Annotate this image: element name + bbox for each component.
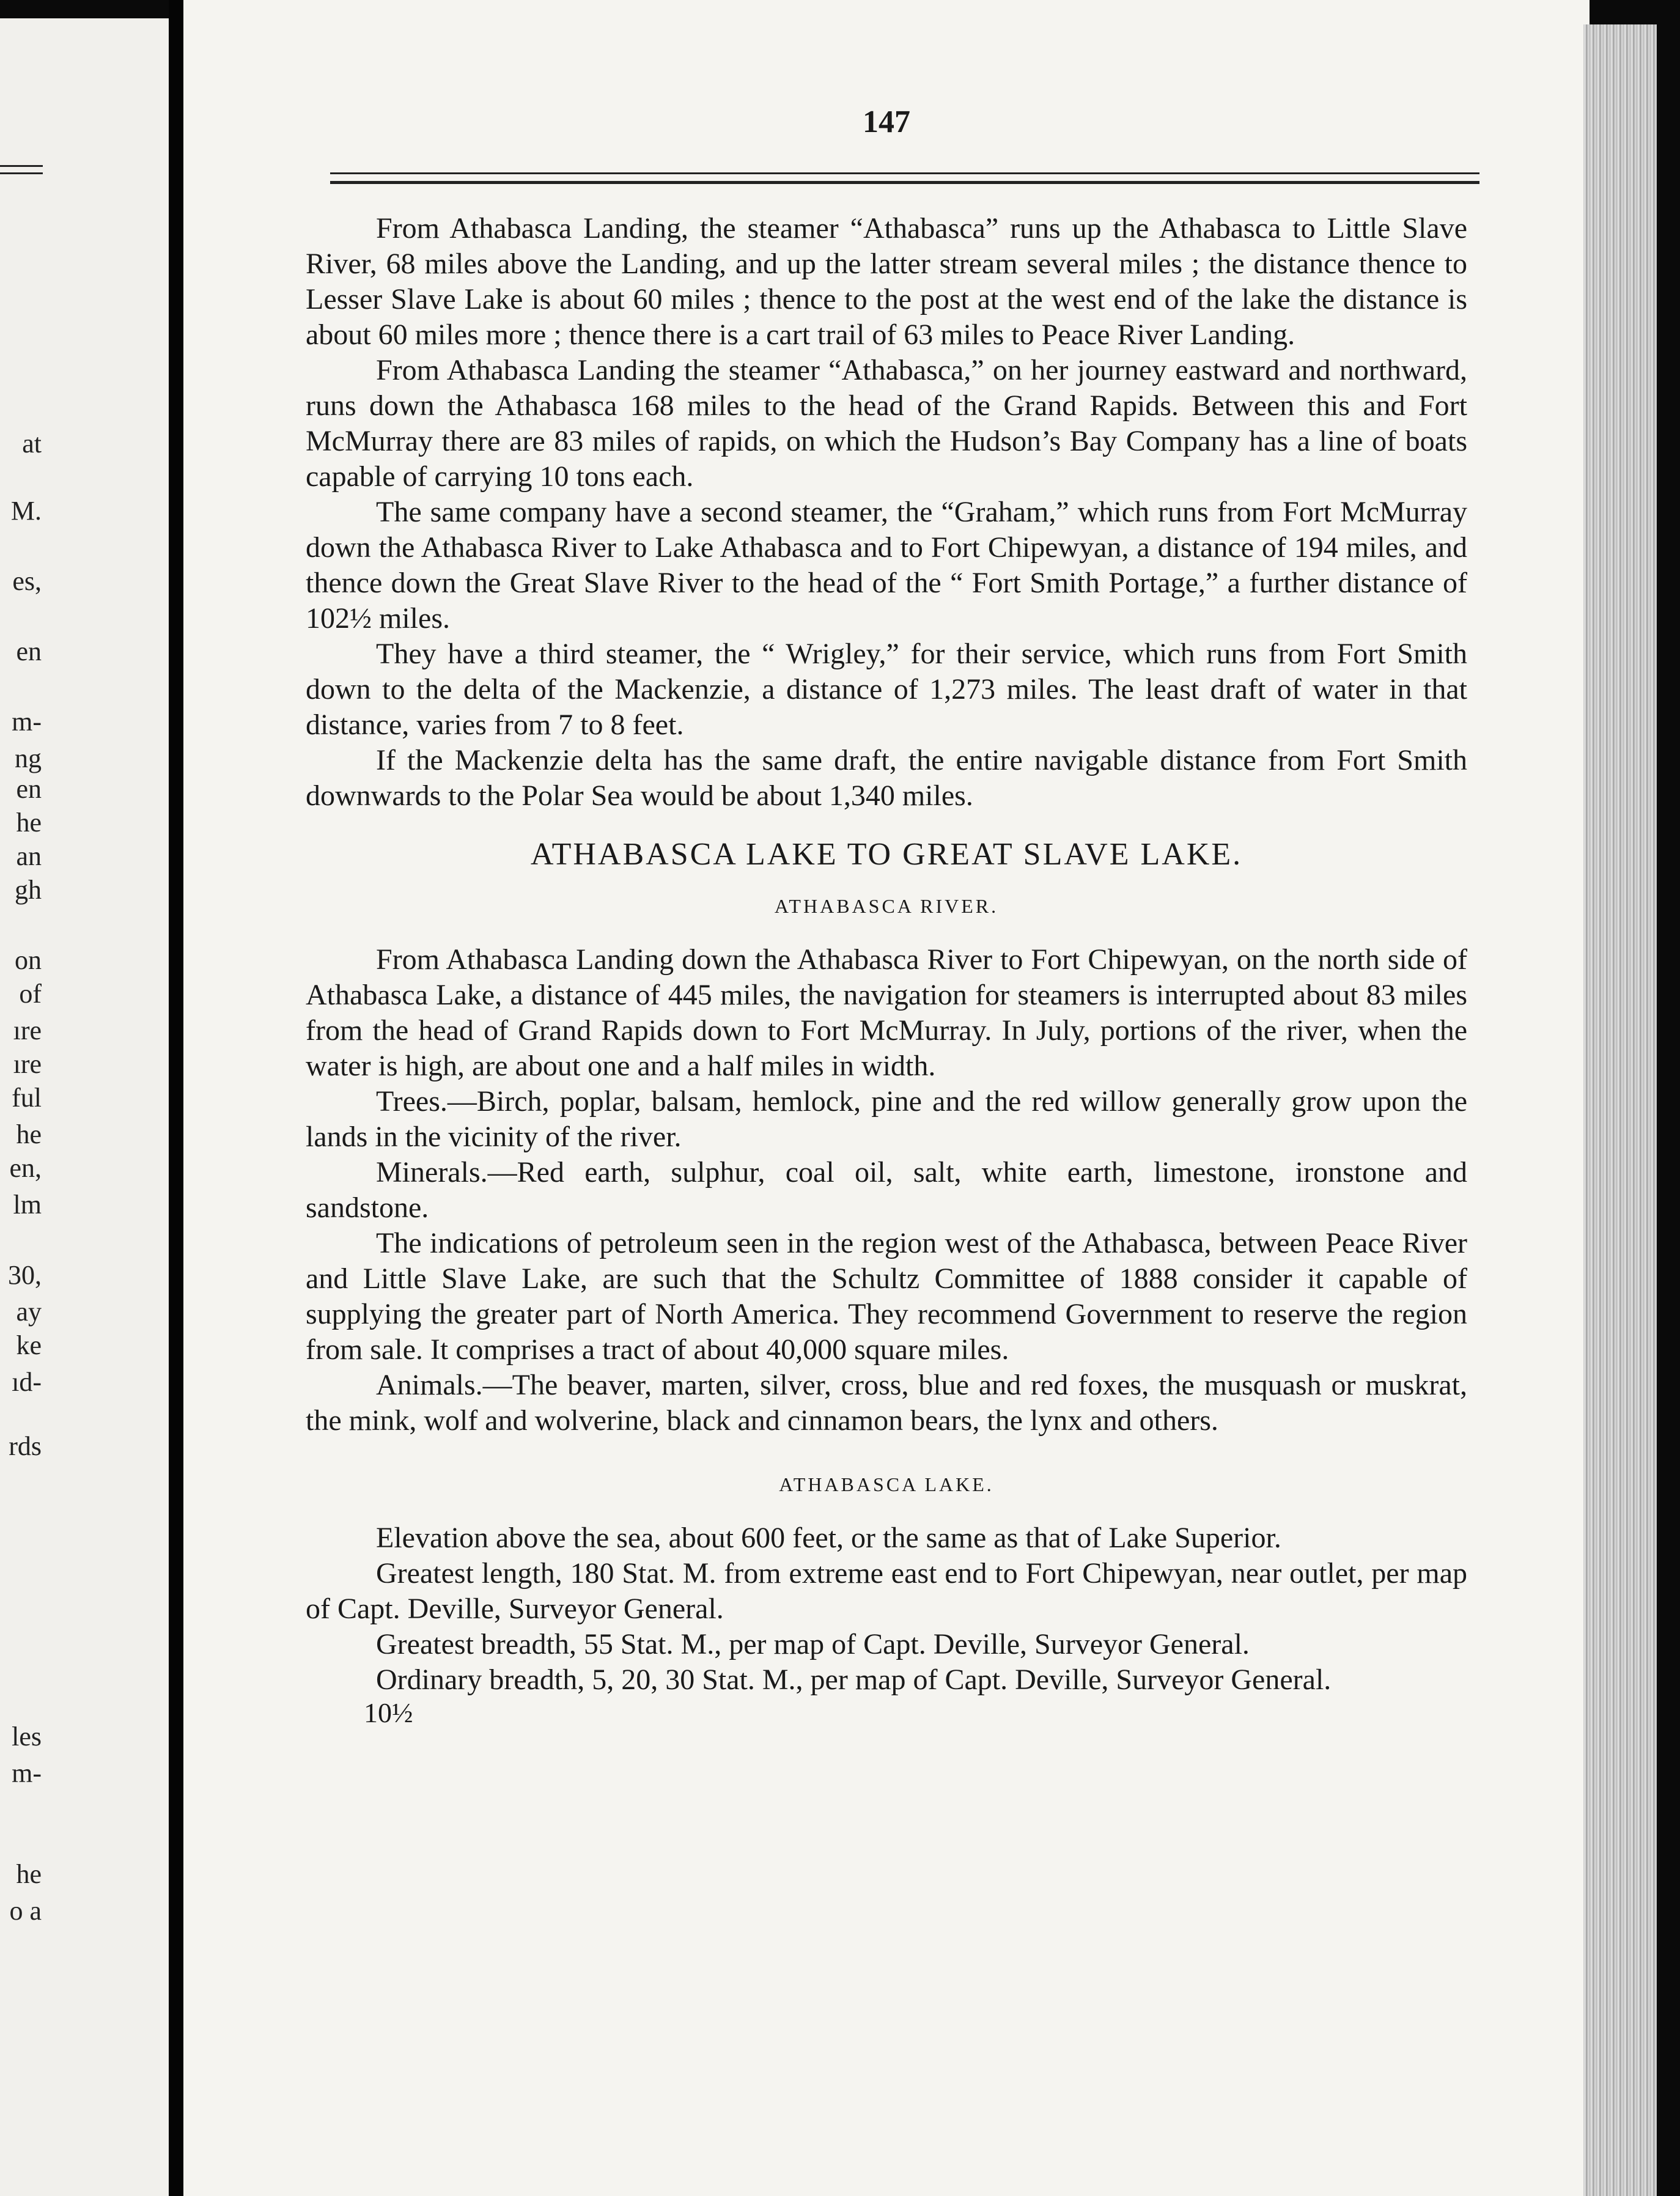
left-page-text-fragments [0,18,169,2196]
paragraph: Trees.—Birch, poplar, balsam, hemlock, pine and the red willow generally grow upon the lands in the vicinity of the river. [306,1085,1467,1153]
paragraph: From Athabasca Landing, the steamer “Athabasca” runs up the Athabasca to Little Slave River, 68 miles above the Landing, and up the latter stream several miles ; the distance thence to Lesser Slave Lake is about 60 miles ; thence to the post at the west end of the lake the distance is about 60 miles more ; thence there is a cart trail of 63 miles to Peace River Landing. [306,212,1467,351]
paragraph: Ordinary breadth, 5, 20, 30 Stat. M., per map of Capt. Deville, Surveyor General. [376,1664,1332,1696]
paragraph: The indications of petroleum seen in the region west of the Athabasca, between Peace River and Little Slave Lake, are such that the Schultz Committee of 1888 consider it capable of supplying the greater part of North America. They recommend Government to reserve the region from sale. It comprises a tract of about 40,000 square miles. [306,1227,1467,1366]
left-page-fragment-text: es, [12,566,42,596]
river-paragraphs [306,942,1467,1439]
lake-paragraphs [306,1520,1467,1698]
left-page-fragment-text: m- [12,1758,42,1788]
left-page-fragment-text: he [16,808,42,838]
left-page-fragment-text: les [12,1722,42,1752]
left-page-fragment-text: gh [15,875,42,905]
left-page-fragment-text: on [15,945,42,975]
left-page-fragment [0,18,169,2196]
header-rule [330,181,1479,184]
intro-paragraphs [306,211,1467,814]
left-page-fragment-text: o a [9,1896,42,1926]
left-page-fragment-text: m- [12,707,42,737]
left-page-fragment-text: he [16,1119,42,1149]
left-page-fragment-text: ıre [13,1015,42,1045]
paragraph: They have a third steamer, the “ Wrigley,” for their service, which runs from Fort Smith down to the delta of the Mackenzie, a distance of 1,273 miles. The least draft of water in that distance, varies from 7 to 8 feet. [306,638,1467,741]
paragraph: Animals.—The beaver, marten, silver, cross, blue and red foxes, the musquash or muskrat, the mink, wolf and wolverine, black and cinnamon bears, the lynx and others. [306,1369,1467,1437]
signature-mark: 10½ [364,1697,413,1728]
section-title: ATHABASCA LAKE TO GREAT SLAVE LAKE. [530,837,1243,872]
paragraph: The same company have a second steamer, the “Graham,” which runs from Fort McMurray down the Athabasca River to Lake Athabasca and to Fort Chipewyan, a distance of 194 miles, and thence down the Great Slave River to the head of the “ Fort Smith Portage,” a further distance of 102½ miles. [306,496,1467,635]
left-page-fragment-text: ay [16,1297,42,1327]
left-page-fragment-text: ıd- [12,1367,42,1397]
left-page-fragment-text: en [16,774,42,804]
paragraph: From Athabasca Landing the steamer “Athabasca,” on her journey eastward and northward, runs down the Athabasca 168 miles to the head of the Grand Rapids. Between this and Fort McMurray there are 83 miles of rapids, on which the Hudson’s Bay Company has a line of boats capable of carrying 10 tons each. [306,354,1467,493]
paragraph: Minerals.—Red earth, sulphur, coal oil, salt, white earth, limestone, ironstone and sandstone. [306,1156,1467,1224]
subsection-heading-river: ATHABASCA RIVER. [774,895,999,917]
paragraph: Elevation above the sea, about 600 feet, or the same as that of Lake Superior. [376,1522,1281,1554]
header-rule [330,172,1479,174]
left-page-fragment-text: ful [12,1083,42,1113]
left-page-fragment-text: an [16,841,42,871]
left-page-fragment-text: ng [15,743,42,773]
paragraph: Greatest length, 180 Stat. M. from extreme east end to Fort Chipewyan, near outlet, per map of Capt. Deville, Surveyor General. [306,1557,1467,1625]
left-page-fragment-text: ıre [13,1049,42,1079]
subsection-heading-lake: ATHABASCA LAKE. [779,1473,994,1495]
left-page-fragment-text: 30, [8,1260,42,1290]
left-page-fragment-text: M. [10,496,42,526]
page [183,0,1590,2196]
page-edges [1583,24,1657,2196]
page-number: 147 [863,105,910,139]
left-page-fragment-text: of [19,979,42,1009]
left-page-fragment-text: en [16,636,42,666]
left-page-fragment-text: rds [9,1431,42,1461]
left-page-fragment-text: en, [9,1153,42,1183]
left-page-fragment-text: ke [16,1330,42,1360]
paragraph: From Athabasca Landing down the Athabasca River to Fort Chipewyan, on the north side of Athabasca Lake, a distance of 445 miles, the navigation for steamers is interrupted about 83 miles from the head of Grand Rapids down to Fort McMurray. In July, portions of the river, when the water is high, are about one and a half miles in width. [306,943,1467,1082]
page-body [306,211,1467,1731]
paragraph: Greatest breadth, 55 Stat. M., per map of Capt. Deville, Surveyor General. [376,1628,1250,1660]
paragraph: If the Mackenzie delta has the same draft, the entire navigable distance from Fort Smith downwards to the Polar Sea would be about 1,340 miles. [306,744,1467,812]
left-page-fragment-text: lm [13,1190,42,1220]
left-page-fragment-text: at [22,429,42,459]
left-page-fragment-text: he [16,1859,42,1889]
